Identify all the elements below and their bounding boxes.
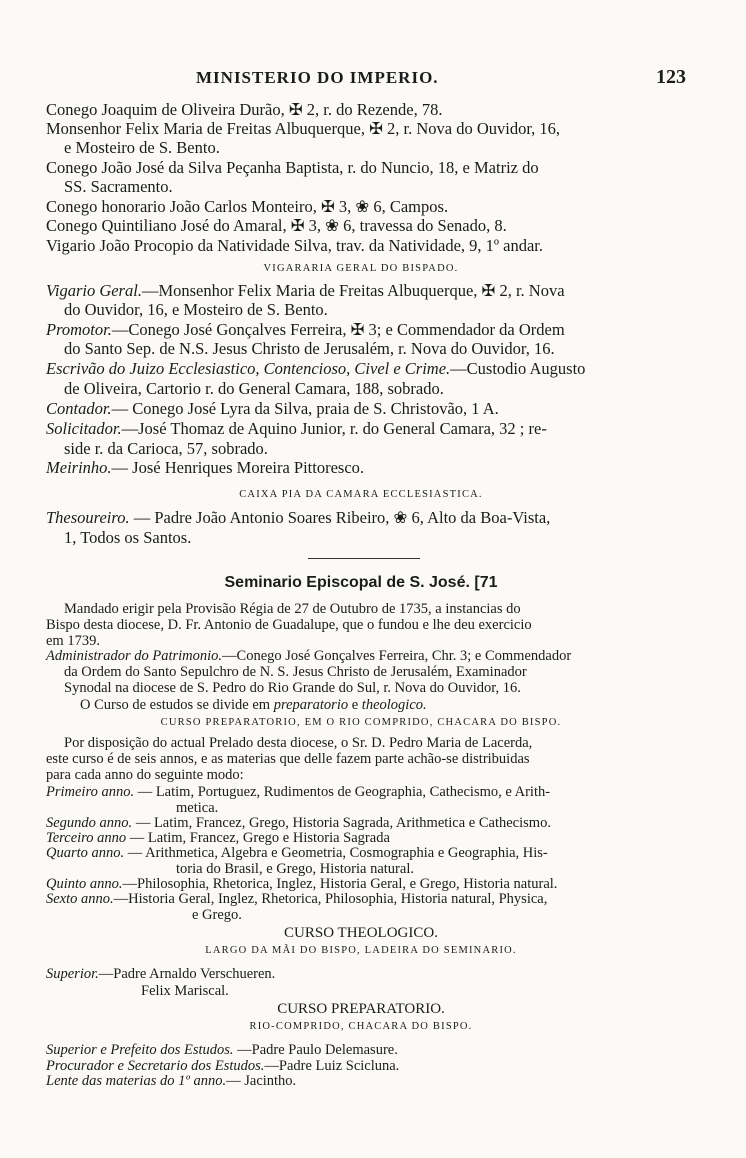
intro-line: em 1739. [46, 633, 100, 649]
canon-entry: Conego honorario João Carlos Monteiro, ✠ 3, ❀ 6, Campos. [46, 197, 449, 216]
canon-entry: Conego Joaquim de Oliveira Durão, ✠ 2, r. do Rezende, 78. [46, 100, 443, 119]
role-text: side r. da Carioca, 57, sobrado. [64, 439, 268, 458]
role-label: Contador. [46, 399, 112, 418]
vigararia-line [46, 340, 694, 358]
year-label: Sexto anno. [46, 891, 114, 907]
year-line [46, 830, 676, 846]
role-text: —Padre Paulo Delemasure. [233, 1042, 398, 1058]
role-text: —Conego José Gonçalves Ferreira, Chr. 3; e Commendador [222, 648, 572, 664]
role-label: Promotor. [46, 320, 112, 339]
year-label: Primeiro anno. [46, 784, 135, 800]
role-label: Procurador e Secretario dos Estudos. [46, 1058, 265, 1074]
year-subjects: — Latim, Francez, Grego, Historia Sagrada, Arithmetica e Cathecismo. [132, 815, 551, 831]
admin-line: Synodal na diocese de S. Pedro do Rio Grande do Sul, r. Nova do Ouvidor, 16. [64, 680, 521, 696]
theo-subtitle: LARGO DA MÃI DO BISPO, LADEIRA DO SEMINARIO. [205, 945, 517, 956]
role-label: Vigario Geral. [46, 281, 142, 300]
courses-line [46, 697, 710, 713]
year-line [46, 876, 676, 892]
course-prep-word: preparatorio [273, 697, 349, 713]
year-subjects: — Latim, Francez, Grego e Historia Sagrada [126, 830, 390, 846]
intro-line: Mandado erigir pela Provisão Régia de 27 de Outubro de 1735, a instancias do [64, 601, 521, 617]
staff-line [46, 1058, 676, 1074]
role-text: — José Henriques Moreira Pittoresco. [111, 458, 365, 477]
section-heading-vigararia: VIGARARIA GERAL DO BISPADO. [263, 263, 459, 274]
vigararia-line [46, 440, 694, 458]
theo-title: CURSO THEOLOGICO. [284, 925, 438, 941]
role-text: — Conego José Lyra da Silva, praia de S. Christovão, 1 A. [111, 399, 499, 418]
role-label: Solicitador. [46, 419, 122, 438]
role-label: Superior. [46, 966, 99, 982]
year-line [46, 891, 676, 907]
role-label: Escrivão do Juizo Ecclesiastico, Contencioso, Civel e Crime. [46, 359, 451, 378]
canon-entry-cont: e Mosteiro de S. Bento. [64, 138, 220, 157]
vigararia-line [46, 321, 676, 339]
role-text: —José Thomaz de Aquino Junior, r. do General Camara, 32 ; re- [121, 419, 547, 438]
section-divider [308, 558, 420, 559]
role-text: — Jacintho. [226, 1073, 297, 1089]
courses-text: O Curso de estudos se divide em [80, 697, 274, 713]
page-number: 123 [656, 66, 686, 88]
role-label: Lente das materias do 1º anno. [46, 1073, 227, 1089]
vigararia-line [46, 400, 676, 418]
admin-line: da Ordem do Santo Sepulchro de N. S. Jesus Christo de Jerusalém, Examinador [64, 664, 527, 680]
staff-line [46, 1042, 676, 1058]
year-label: Quarto anno. [46, 845, 125, 861]
year-label: Quinto anno. [46, 876, 123, 892]
vigararia-line [46, 459, 676, 477]
role-text: — Padre João Antonio Soares Ribeiro, ❀ 6, Alto da Boa-Vista, [129, 508, 551, 527]
year-subjects: —Historia Geral, Inglez, Rhetorica, Philosophia, Historia natural, Physica, [113, 891, 548, 907]
admin-line [46, 648, 676, 664]
year-line-cont: toria do Brasil, e Grego, Historia natural. [176, 861, 414, 877]
intro-line: Bispo desta diocese, D. Fr. Antonio de Guadalupe, que o fundou e lhe deu exercicio [46, 617, 532, 633]
year-line [46, 815, 676, 831]
vigararia-line [46, 301, 694, 319]
role-text: —Padre Arnaldo Verschueren. [98, 966, 276, 982]
disposicao-line: para cada anno do seguinte modo: [46, 767, 244, 783]
canon-entry: Vigario João Procopio da Natividade Silva, trav. da Natividade, 9, 1º andar. [46, 236, 544, 255]
caixa-line [46, 509, 676, 527]
staff-line [46, 1073, 676, 1089]
course-theo-word: theologico. [361, 697, 427, 713]
role-text: —Custodio Augusto [450, 359, 586, 378]
canon-entry: Conego Quintiliano José do Amaral, ✠ 3, ❀ 6, travessa do Senado, 8. [46, 216, 507, 235]
year-label: Terceiro anno [46, 830, 127, 846]
page-header [46, 68, 686, 94]
role-label: Administrador do Patrimonio. [46, 648, 223, 664]
year-subjects: — Latim, Portuguez, Rudimentos de Geographia, Cathecismo, e Arith- [134, 784, 551, 800]
section-heading-prep: CURSO PREPARATORIO, EM O RIO COMPRIDO, CHACARA DO BISPO. [160, 717, 562, 728]
year-subjects: — Arithmetica, Algebra e Geometria, Cosmographia e Geographia, His- [124, 845, 548, 861]
vigararia-line [46, 420, 676, 438]
role-text: —Conego José Gonçalves Ferreira, ✠ 3; e Commendador da Ordem [111, 320, 565, 339]
running-title: MINISTERIO DO IMPERIO. [196, 68, 439, 87]
role-text: —Padre Luiz Scicluna. [264, 1058, 400, 1074]
courses-and: e [348, 697, 362, 713]
disposicao-line: Por disposição do actual Prelado desta diocese, o Sr. D. Pedro Maria de Lacerda, [64, 735, 533, 751]
vigararia-line [46, 380, 694, 398]
canon-entry: Conego João José da Silva Peçanha Baptista, r. do Nuncio, 18, e Matriz do [46, 158, 539, 177]
year-line [46, 784, 676, 800]
section-heading-caixa: CAIXA PIA DA CAMARA ECCLESIASTICA. [239, 489, 483, 500]
role-label: Superior e Prefeito dos Estudos. [46, 1042, 234, 1058]
year-subjects: —Philosophia, Rhetorica, Inglez, Historia Geral, e Grego, Historia natural. [122, 876, 558, 892]
role-text: de Oliveira, Cartorio r. do General Camara, 188, sobrado. [64, 379, 444, 398]
disposicao-line: este curso é de seis annos, e as materias que delle fazem parte achão-se distribuidas [46, 751, 530, 767]
caixa-line: 1, Todos os Santos. [64, 528, 192, 547]
role-text: do Santo Sep. de N.S. Jesus Christo de Jerusalém, r. Nova do Ouvidor, 16. [64, 339, 555, 358]
prep2-title: CURSO PREPARATORIO. [277, 1001, 445, 1017]
role-text: do Ouvidor, 16, e Mosteiro de S. Bento. [64, 300, 328, 319]
canon-entry-cont: SS. Sacramento. [64, 177, 173, 196]
role-label: Meirinho. [46, 458, 112, 477]
role-label: Thesoureiro. [46, 508, 130, 527]
year-label: Segundo anno. [46, 815, 133, 831]
year-line [46, 845, 676, 861]
prep2-subtitle: RIO-COMPRIDO, CHACARA DO BISPO. [249, 1021, 473, 1032]
vigararia-line [46, 282, 676, 300]
vigararia-line [46, 360, 676, 378]
role-text: —Monsenhor Felix Maria de Freitas Albuquerque, ✠ 2, r. Nova [141, 281, 565, 300]
canon-entry: Monsenhor Felix Maria de Freitas Albuquerque, ✠ 2, r. Nova do Ouvidor, 16, [46, 119, 561, 138]
year-line-cont: metica. [176, 800, 219, 816]
year-line-cont: e Grego. [192, 907, 242, 923]
superior-line-cont: Felix Mariscal. [141, 983, 229, 999]
seminario-title: Seminario Episcopal de S. José. [71 [224, 574, 498, 591]
superior-line [46, 966, 676, 982]
